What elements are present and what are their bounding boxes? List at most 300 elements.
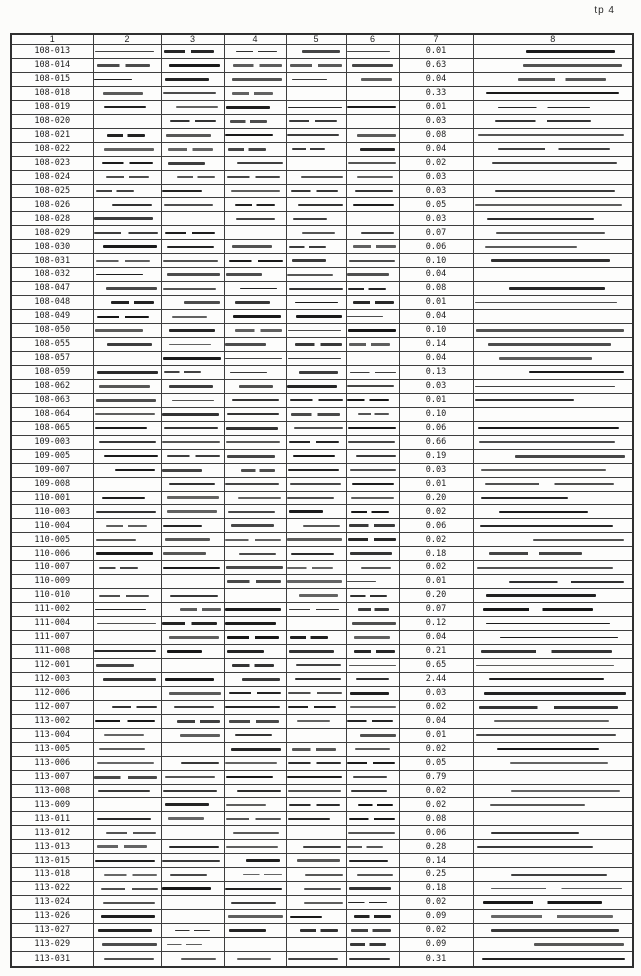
redacted-cell (224, 491, 286, 505)
redacted-cell (473, 505, 633, 519)
redacted-cell (93, 310, 161, 324)
redaction-smudge (349, 343, 390, 346)
redaction-smudge (227, 580, 282, 583)
redaction-smudge (296, 315, 343, 317)
redaction-smudge (486, 623, 610, 624)
redacted-cell (224, 58, 286, 72)
value-cell: 0.02 (399, 700, 473, 714)
table-row (11, 812, 633, 826)
redaction-smudge (479, 441, 615, 444)
redacted-cell (93, 770, 161, 784)
redaction-smudge (348, 902, 387, 904)
data-table (10, 33, 634, 968)
redacted-cell (161, 435, 224, 449)
redaction-smudge (95, 413, 154, 415)
redaction-smudge (482, 958, 626, 960)
redaction-smudge (106, 525, 147, 527)
redaction-smudge (489, 678, 604, 680)
sample-id-cell: 113-031 (11, 951, 93, 967)
redacted-cell (224, 631, 286, 645)
redacted-cell (224, 449, 286, 463)
redaction-smudge (289, 510, 323, 513)
redaction-smudge (231, 524, 275, 527)
redaction-smudge (357, 134, 396, 137)
redacted-cell (93, 589, 161, 603)
redacted-cell (346, 561, 399, 575)
page-corner-label: tp 4 (594, 5, 615, 16)
redaction-smudge (288, 107, 341, 108)
table-row (11, 882, 633, 896)
redaction-smudge (290, 399, 343, 401)
redacted-cell (161, 951, 224, 967)
redaction-smudge (356, 678, 390, 680)
redacted-cell (93, 756, 161, 770)
redacted-cell (286, 463, 346, 477)
redacted-cell (473, 379, 633, 393)
redacted-cell (473, 826, 633, 840)
value-cell: 0.06 (399, 421, 473, 435)
sample-id-cell: 110-009 (11, 575, 93, 589)
redaction-smudge (305, 874, 342, 876)
redaction-smudge (225, 622, 276, 625)
redacted-cell (161, 142, 224, 156)
redaction-smudge (475, 399, 575, 401)
sample-id-cell: 113-011 (11, 812, 93, 826)
redaction-smudge (287, 538, 343, 541)
sample-id-cell: 108-020 (11, 114, 93, 128)
redacted-cell (224, 938, 286, 952)
redaction-smudge (107, 134, 146, 137)
table-row (11, 198, 633, 212)
redacted-cell (161, 170, 224, 184)
redaction-smudge (287, 385, 337, 388)
redaction-smudge (231, 190, 281, 193)
redacted-cell (346, 491, 399, 505)
redacted-cell (161, 296, 224, 310)
sample-id-cell: 108-028 (11, 212, 93, 226)
redacted-cell (473, 254, 633, 268)
redaction-smudge (176, 106, 218, 108)
redaction-smudge (104, 148, 153, 151)
redaction-smudge (99, 441, 156, 442)
redacted-cell (473, 658, 633, 672)
table-row (11, 770, 633, 784)
redaction-smudge (478, 427, 619, 429)
redaction-smudge (347, 581, 376, 582)
value-cell: 0.06 (399, 240, 473, 254)
value-cell: 0.04 (399, 72, 473, 86)
redacted-cell (224, 575, 286, 589)
redaction-smudge (106, 176, 149, 178)
redacted-cell (286, 714, 346, 728)
redaction-smudge (358, 608, 389, 611)
redacted-cell (346, 672, 399, 686)
redaction-smudge (347, 51, 390, 53)
redaction-smudge (288, 818, 329, 820)
redacted-cell (93, 435, 161, 449)
redaction-smudge (488, 343, 611, 345)
redaction-smudge (228, 148, 266, 151)
value-cell: 0.25 (399, 868, 473, 882)
redacted-cell (346, 924, 399, 938)
redaction-smudge (232, 78, 281, 81)
redaction-smudge (228, 511, 275, 513)
sample-id-cell: 112-003 (11, 672, 93, 686)
redaction-smudge (99, 595, 149, 597)
redacted-cell (473, 170, 633, 184)
redacted-cell (161, 338, 224, 352)
redacted-cell (286, 254, 346, 268)
redaction-smudge (227, 650, 264, 652)
table-row (11, 896, 633, 910)
redaction-smudge (483, 608, 592, 611)
redacted-cell (93, 142, 161, 156)
redacted-cell (93, 128, 161, 142)
redacted-cell (286, 324, 346, 338)
redaction-smudge (226, 776, 272, 778)
table-row (11, 589, 633, 603)
redaction-smudge (229, 720, 279, 723)
redacted-cell (161, 519, 224, 533)
redacted-cell (93, 742, 161, 756)
redaction-smudge (235, 204, 275, 206)
redacted-cell (473, 854, 633, 868)
redaction-smudge (349, 260, 395, 262)
redacted-cell (93, 519, 161, 533)
redaction-smudge (498, 107, 590, 109)
redaction-smudge (357, 874, 394, 876)
sample-id-cell: 110-007 (11, 561, 93, 575)
redacted-cell (346, 351, 399, 365)
redaction-smudge (227, 455, 275, 458)
sample-id-cell: 109-003 (11, 435, 93, 449)
redacted-cell (224, 812, 286, 826)
redaction-smudge (237, 958, 271, 960)
redacted-cell (473, 561, 633, 575)
redaction-smudge (300, 929, 337, 932)
redaction-smudge (104, 455, 157, 457)
table-row (11, 798, 633, 812)
redaction-smudge (477, 846, 593, 848)
redacted-cell (346, 72, 399, 86)
redaction-smudge (347, 273, 389, 276)
redaction-smudge (478, 134, 624, 136)
redacted-cell (286, 100, 346, 114)
redaction-smudge (96, 274, 143, 276)
redaction-smudge (299, 594, 338, 597)
redaction-smudge (348, 538, 396, 541)
redacted-cell (161, 854, 224, 868)
table-row (11, 477, 633, 491)
redaction-smudge (164, 204, 212, 206)
redacted-cell (161, 728, 224, 742)
redacted-cell (224, 728, 286, 742)
redacted-cell (93, 561, 161, 575)
redaction-smudge (96, 539, 136, 542)
redacted-cell (286, 212, 346, 226)
redaction-smudge (163, 567, 220, 569)
redacted-cell (346, 226, 399, 240)
redacted-cell (93, 798, 161, 812)
redacted-cell (93, 728, 161, 742)
redacted-cell (224, 617, 286, 631)
sample-id-cell: 113-026 (11, 910, 93, 924)
value-cell: 0.02 (399, 742, 473, 756)
redaction-smudge (289, 288, 343, 290)
redaction-smudge (167, 496, 218, 499)
redacted-cell (93, 868, 161, 882)
redacted-cell (224, 198, 286, 212)
redaction-smudge (304, 888, 341, 890)
redaction-smudge (167, 273, 220, 276)
sample-id-cell: 108-047 (11, 282, 93, 296)
redaction-smudge (349, 524, 395, 527)
redacted-cell (93, 86, 161, 100)
redaction-smudge (526, 50, 615, 52)
redacted-cell (473, 58, 633, 72)
redaction-smudge (287, 134, 339, 136)
redaction-smudge (303, 846, 341, 849)
redacted-cell (346, 310, 399, 324)
value-cell: 0.14 (399, 338, 473, 352)
redaction-smudge (295, 343, 342, 346)
redacted-cell (286, 658, 346, 672)
redaction-smudge (168, 148, 213, 151)
redacted-cell (93, 910, 161, 924)
redacted-cell (473, 896, 633, 910)
table-row (11, 282, 633, 296)
sample-id-cell: 113-022 (11, 882, 93, 896)
redacted-cell (346, 547, 399, 561)
redacted-cell (93, 938, 161, 952)
column-header-2: 2 (93, 34, 161, 45)
table-row (11, 840, 633, 854)
redaction-smudge (239, 553, 275, 555)
redaction-smudge (347, 720, 393, 722)
redaction-smudge (290, 916, 323, 918)
redacted-cell (161, 840, 224, 854)
redacted-cell (473, 812, 633, 826)
redacted-cell (93, 714, 161, 728)
redacted-cell (473, 533, 633, 547)
redaction-smudge (235, 301, 269, 303)
table-row (11, 351, 633, 365)
redaction-smudge (170, 595, 218, 597)
redacted-cell (161, 547, 224, 561)
sample-id-cell: 108-062 (11, 379, 93, 393)
redacted-cell (286, 924, 346, 938)
redaction-smudge (491, 915, 613, 918)
redacted-cell (161, 268, 224, 282)
redaction-smudge (235, 734, 271, 736)
redacted-cell (286, 756, 346, 770)
redaction-smudge (229, 692, 281, 694)
redaction-smudge (287, 274, 333, 276)
redaction-smudge (97, 64, 149, 67)
redaction-smudge (348, 427, 396, 430)
redacted-cell (286, 533, 346, 547)
redacted-cell (161, 896, 224, 910)
redaction-smudge (287, 580, 342, 582)
value-cell: 0.03 (399, 379, 473, 393)
redaction-smudge (226, 106, 270, 109)
redaction-smudge (534, 943, 624, 945)
sample-id-cell: 113-018 (11, 868, 93, 882)
redaction-smudge (351, 929, 392, 932)
redaction-smudge (498, 148, 609, 150)
sample-id-cell: 108-055 (11, 338, 93, 352)
redacted-cell (473, 938, 633, 952)
redaction-smudge (95, 609, 147, 610)
redaction-smudge (170, 874, 208, 876)
redacted-cell (224, 686, 286, 700)
redaction-smudge (162, 441, 220, 444)
redaction-smudge (233, 64, 282, 67)
redacted-cell (286, 351, 346, 365)
redaction-smudge (95, 860, 156, 862)
redaction-smudge (354, 915, 392, 917)
redacted-cell (224, 477, 286, 491)
redaction-smudge (295, 302, 338, 304)
redacted-cell (346, 365, 399, 379)
redacted-cell (93, 100, 161, 114)
redacted-cell (286, 142, 346, 156)
redacted-cell (346, 505, 399, 519)
table-row (11, 421, 633, 435)
redacted-cell (224, 561, 286, 575)
redacted-cell (346, 728, 399, 742)
redaction-smudge (288, 692, 342, 694)
redaction-smudge (347, 846, 383, 848)
redaction-smudge (165, 78, 209, 80)
sample-id-cell: 113-005 (11, 742, 93, 756)
redaction-smudge (226, 566, 283, 569)
redaction-smudge (107, 343, 152, 345)
redacted-cell (93, 826, 161, 840)
redacted-cell (224, 951, 286, 967)
redacted-cell (346, 142, 399, 156)
value-cell: 0.08 (399, 812, 473, 826)
redaction-smudge (243, 874, 282, 875)
redacted-cell (346, 840, 399, 854)
redacted-cell (346, 240, 399, 254)
redacted-cell (224, 854, 286, 868)
redaction-smudge (104, 734, 144, 736)
value-cell: 0.21 (399, 644, 473, 658)
redaction-smudge (486, 594, 596, 597)
redaction-smudge (475, 386, 615, 387)
value-cell: 0.02 (399, 533, 473, 547)
redacted-cell (346, 324, 399, 338)
redaction-smudge (96, 190, 134, 192)
redaction-smudge (232, 92, 273, 94)
redaction-smudge (164, 427, 219, 429)
redaction-smudge (237, 790, 281, 792)
sample-id-cell: 108-030 (11, 240, 93, 254)
redacted-cell (93, 924, 161, 938)
redaction-smudge (175, 930, 211, 932)
value-cell: 0.01 (399, 393, 473, 407)
redaction-smudge (291, 190, 338, 191)
value-cell: 0.10 (399, 324, 473, 338)
redacted-cell (346, 686, 399, 700)
redacted-cell (346, 128, 399, 142)
redaction-smudge (509, 581, 624, 583)
redacted-cell (286, 742, 346, 756)
sample-id-cell: 113-024 (11, 896, 93, 910)
sample-id-cell: 108-048 (11, 296, 93, 310)
redacted-cell (161, 561, 224, 575)
redaction-smudge (228, 915, 283, 918)
redaction-smudge (290, 636, 328, 639)
redaction-smudge (353, 301, 394, 303)
redaction-smudge (495, 120, 591, 122)
table-row (11, 296, 633, 310)
redaction-smudge (483, 901, 603, 904)
redacted-cell (346, 938, 399, 952)
redacted-cell (346, 170, 399, 184)
table-row (11, 72, 633, 86)
redaction-smudge (292, 79, 327, 80)
redacted-cell (346, 184, 399, 198)
redaction-smudge (231, 902, 276, 904)
redacted-cell (224, 435, 286, 449)
redacted-cell (473, 589, 633, 603)
redacted-cell (286, 644, 346, 658)
redacted-cell (473, 142, 633, 156)
redaction-smudge (167, 650, 202, 653)
redaction-smudge (166, 134, 211, 137)
redacted-cell (286, 226, 346, 240)
redacted-cell (224, 170, 286, 184)
redacted-cell (286, 951, 346, 967)
sample-id-cell: 110-004 (11, 519, 93, 533)
redacted-cell (161, 156, 224, 170)
redaction-smudge (349, 958, 390, 961)
value-cell: 0.63 (399, 58, 473, 72)
redacted-cell (161, 826, 224, 840)
redacted-cell (224, 240, 286, 254)
redacted-cell (346, 658, 399, 672)
value-cell: 0.01 (399, 45, 473, 59)
redaction-smudge (246, 859, 281, 862)
redaction-smudge (358, 413, 388, 415)
redacted-cell (286, 310, 346, 324)
value-cell: 0.08 (399, 128, 473, 142)
redaction-smudge (94, 776, 157, 779)
redaction-smudge (489, 552, 582, 555)
redacted-cell (161, 742, 224, 756)
redaction-smudge (289, 246, 326, 248)
redacted-cell (473, 407, 633, 421)
column-header-4: 4 (224, 34, 286, 45)
table-row (11, 854, 633, 868)
redacted-cell (224, 840, 286, 854)
redacted-cell (161, 240, 224, 254)
redaction-smudge (169, 692, 221, 695)
table-row (11, 686, 633, 700)
redacted-cell (286, 631, 346, 645)
sample-id-cell: 113-008 (11, 784, 93, 798)
redacted-cell (93, 268, 161, 282)
redaction-smudge (292, 748, 337, 751)
value-cell: 0.31 (399, 951, 473, 967)
redacted-cell (286, 575, 346, 589)
table-row (11, 58, 633, 72)
sample-id-cell: 108-059 (11, 365, 93, 379)
sample-id-cell: 113-015 (11, 854, 93, 868)
redaction-smudge (476, 329, 624, 331)
